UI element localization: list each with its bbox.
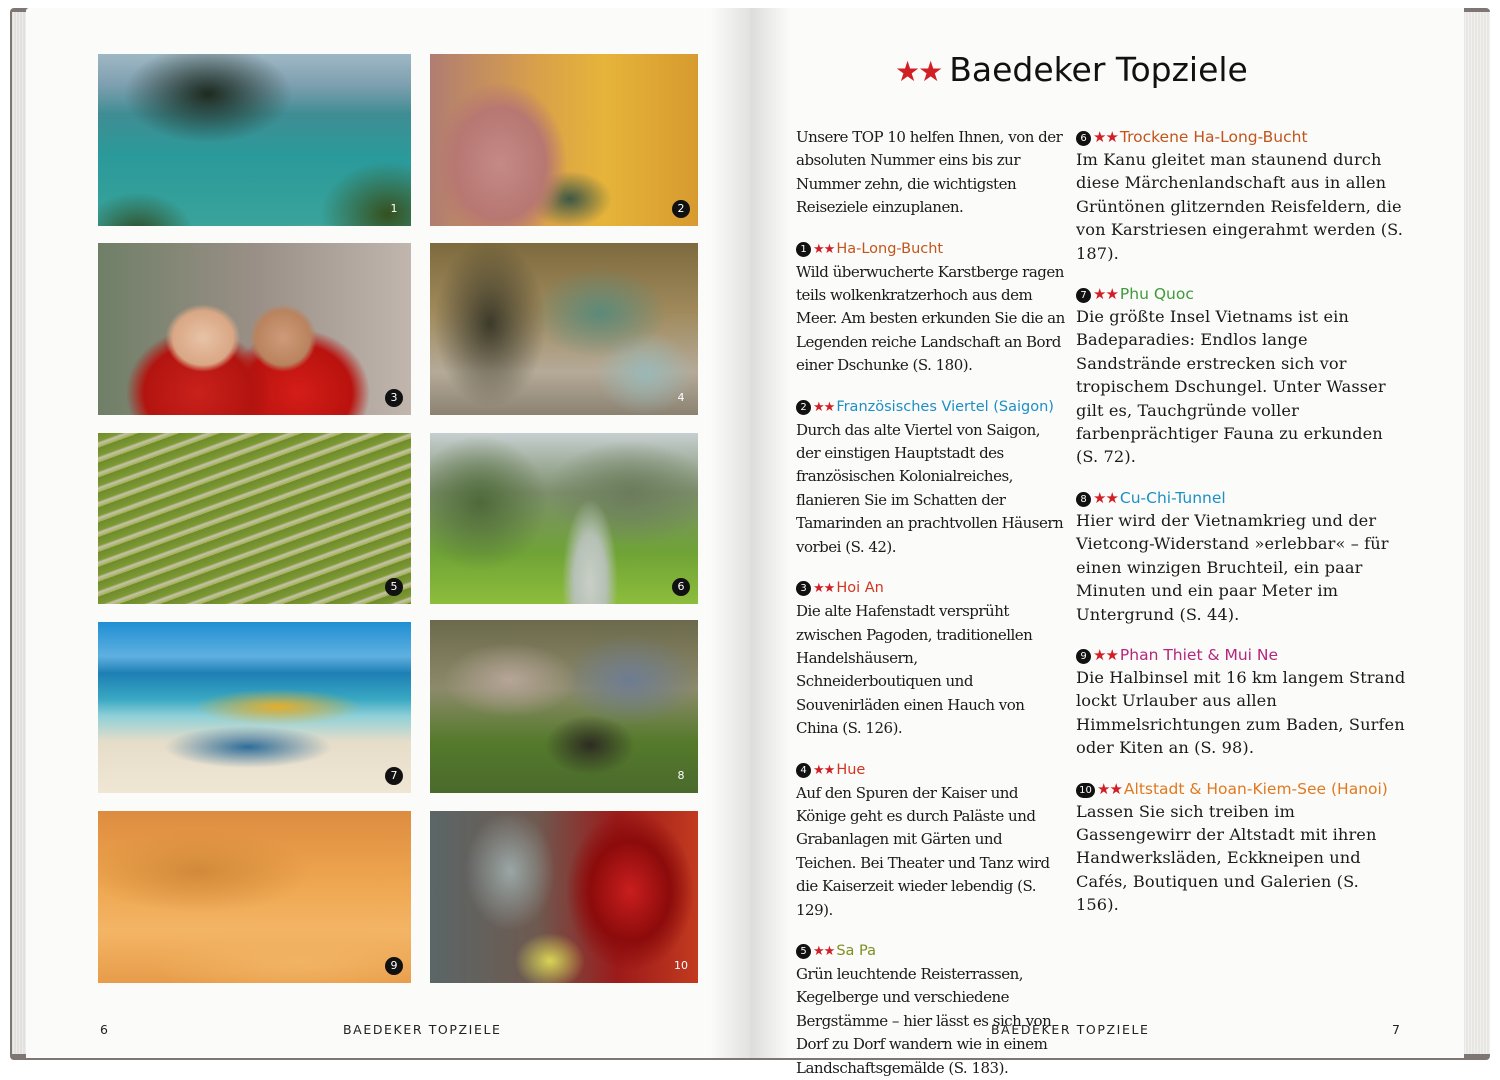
top-entry	[796, 577, 1066, 740]
intro-text: Unsere TOP 10 helfen Ihnen, von der absoluten Nummer eins bis zur Nummer zehn, die wichtigsten Reiseziele einzuplanen.	[796, 128, 1063, 217]
photo-number: 5	[385, 578, 403, 596]
photo-number: 7	[385, 767, 403, 785]
page-number-left: 6	[100, 1022, 108, 1037]
entry-text: Die Halbinsel mit 16 km langem Strand lockt Urlauber aus allen Himmelsrichtungen zum Baden, Surfen oder Kiten an (S. 98).	[1076, 667, 1406, 758]
photo-8	[430, 620, 698, 793]
entry-title-text: Cu-Chi-Tunnel	[1119, 488, 1226, 507]
running-head-right: BAEDEKER TOPZIELE	[991, 1022, 1150, 1037]
star-icon: ★★	[1093, 645, 1118, 664]
entry-title	[796, 940, 1066, 963]
page-title-text: Baedeker Topziele	[949, 50, 1248, 89]
entry-text: Im Kanu gleitet man staunend durch diese Märchenlandschaft aus in allen Grüntönen glitzernden Reisfeldern, die von Karstriesen eingerahmt werden (S. 187).	[1076, 150, 1404, 263]
entry-number-badge: 5	[796, 944, 811, 959]
star-icon: ★★	[813, 399, 835, 415]
entry-title	[796, 238, 1066, 261]
entry-text: Die alte Hafenstadt versprüht zwischen Pagoden, traditionellen Handelshäusern, Schneiderboutiquen und Souvenirläden einen Hauch von China (S. 126).	[796, 602, 1033, 738]
photo-number: 10	[674, 959, 688, 972]
entry-title-text: Hoi An	[836, 580, 884, 597]
photo-7	[98, 622, 411, 793]
entry-title	[1076, 644, 1406, 666]
top-entry	[1076, 126, 1406, 265]
photo-number: 2	[672, 200, 690, 218]
photo-number: 1	[390, 202, 398, 215]
star-icon: ★★	[813, 581, 835, 597]
entry-text: Durch das alte Viertel von Saigon, der einstigen Hauptstadt des französischen Kolonialreiches, flanieren Sie im Schatten der Tamarinden an prachtvollen Häusern vorbei (S. 42).	[796, 420, 1064, 556]
photo-number: 3	[385, 389, 403, 407]
top-entry	[1076, 644, 1406, 760]
photo-number: 4	[677, 391, 685, 404]
entry-text: Auf den Spuren der Kaiser und Könige geht es durch Paläste und Grabanlagen mit Gärten und Teichen. Bei Theater und Tanz wird die Kaiserzeit wieder lebendig (S. 129).	[796, 783, 1050, 919]
top-entry	[1076, 487, 1406, 626]
photo-5	[98, 433, 411, 604]
page-title	[895, 50, 1248, 90]
star-icon: ★★	[1093, 285, 1118, 304]
entry-number-badge: 3	[796, 581, 811, 596]
photo-number: 9	[385, 957, 403, 975]
entry-title-text: Phan Thiet & Mui Ne	[1119, 645, 1279, 664]
entry-title	[1076, 778, 1406, 800]
photo-3	[98, 243, 411, 415]
entry-number-badge: 9	[1076, 649, 1091, 664]
top-entry	[796, 396, 1066, 559]
photo-number: 6	[672, 578, 690, 596]
entry-number-badge: 2	[796, 400, 811, 415]
top-entry	[796, 238, 1066, 378]
entry-title	[1076, 126, 1406, 148]
page-number-right: 7	[1392, 1022, 1400, 1037]
running-head-left: BAEDEKER TOPZIELE	[343, 1022, 502, 1037]
entry-number-badge: 6	[1076, 131, 1091, 146]
entry-text: Lassen Sie sich treiben im Gassengewirr der Altstadt mit ihren Handwerksläden, Eckkneipen und Cafés, Boutiquen und Galerien (S. 156).	[1076, 801, 1377, 915]
top-entry	[796, 759, 1066, 922]
entry-title-text: Sa Pa	[836, 942, 876, 959]
photo-1	[98, 54, 411, 226]
photo-9	[98, 811, 411, 983]
entry-number-badge: 8	[1076, 492, 1091, 507]
entry-title-text: Ha-Long-Bucht	[836, 240, 944, 257]
star-icon: ★★	[813, 943, 835, 959]
top-entry	[796, 940, 1066, 1080]
text-column-1	[796, 126, 1066, 1080]
entry-title-text: Hue	[836, 761, 866, 778]
entry-number-badge: 1	[796, 242, 811, 257]
star-icon: ★★	[1093, 128, 1118, 146]
text-column-2	[1076, 126, 1406, 917]
entry-title-text: Altstadt & Hoan-Kiem-See (Hanoi)	[1123, 779, 1388, 798]
entry-text: Hier wird der Vietnamkrieg und der Vietcong-Widerstand »erlebbar« – für einen winzigen Bruchteil, ein paar Minuten und ein paar Meter im Untergrund (S. 44).	[1076, 510, 1389, 624]
entry-title	[796, 577, 1066, 600]
entry-title	[1076, 283, 1406, 305]
entry-text: Wild überwucherte Karstberge ragen teils wolkenkratzerhoch aus dem Meer. Am besten erkunden Sie die an Legenden reiche Landschaft an Bord einer Dschunke (S. 180).	[796, 262, 1065, 375]
star-icon: ★★	[895, 55, 942, 88]
star-icon: ★★	[813, 762, 835, 778]
photo-4	[430, 243, 698, 415]
star-icon: ★★	[813, 241, 835, 257]
photo-6	[430, 433, 698, 604]
entry-number-badge: 10	[1076, 783, 1095, 798]
entry-number-badge: 7	[1076, 288, 1091, 303]
page-edges-right	[1464, 12, 1490, 1054]
entry-title-text: Trockene Ha-Long-Bucht	[1119, 128, 1308, 146]
page-edges-left	[12, 12, 26, 1054]
entry-title-text: Französisches Viertel (Saigon)	[836, 398, 1054, 415]
entry-title-text: Phu Quoc	[1119, 285, 1194, 304]
photo-number: 8	[677, 769, 685, 782]
entry-title	[796, 396, 1066, 419]
star-icon: ★★	[1093, 488, 1118, 507]
entry-title	[796, 759, 1066, 782]
entry-text: Grün leuchtende Reisterrassen, Kegelberge und verschiedene Bergstämme – hier lässt es sich von Dorf zu Dorf wandern wie in einem Landschaftsgemälde (S. 183).	[796, 964, 1052, 1077]
photo-10	[430, 811, 698, 983]
top-entry	[1076, 283, 1406, 469]
photo-2	[430, 54, 698, 226]
star-icon: ★★	[1097, 779, 1122, 798]
right-page	[750, 8, 1464, 1077]
left-page	[26, 8, 750, 1058]
entry-number-badge: 4	[796, 763, 811, 778]
top-entry	[1076, 778, 1406, 917]
entry-title	[1076, 487, 1406, 509]
entry-text: Die größte Insel Vietnams ist ein Badeparadies: Endlos lange Sandstrände erstrecken sich vor tropischem Dschungel. Unter Wasser gilt es, Tauchgründe voller farbenprächtiger Fauna zu erkunden (S. 72).	[1076, 307, 1386, 467]
